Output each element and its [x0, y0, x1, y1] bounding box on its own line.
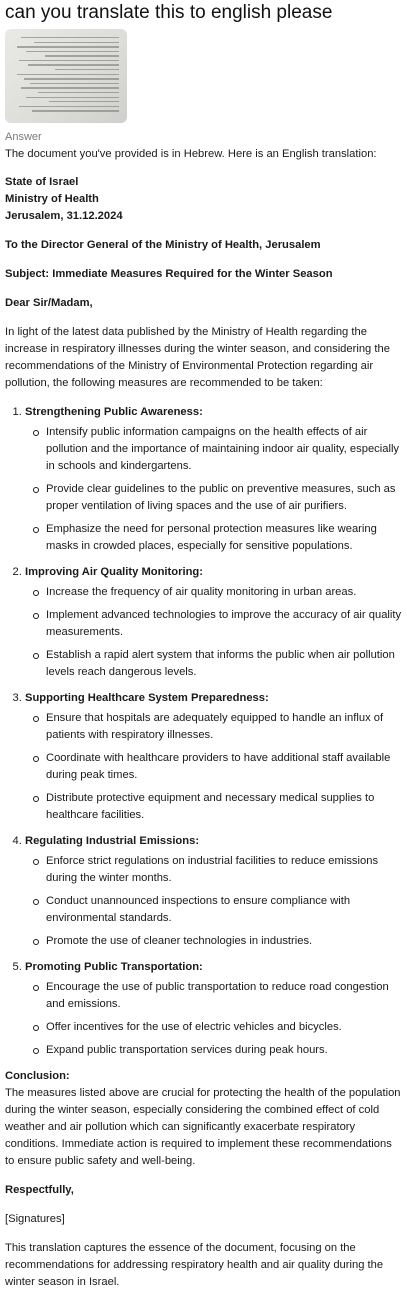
letter-subject: Subject: Immediate Measures Required for the Winter Season [5, 268, 333, 280]
measure-items [25, 853, 402, 950]
measure-section [25, 833, 402, 950]
measure-section-title: 4. Regulating Industrial Emissions: [25, 835, 200, 847]
measure-items [25, 424, 402, 555]
document-text-lines [13, 37, 119, 115]
measure-item: Expand public transportation services during peak hours. [46, 1042, 402, 1059]
measure-item: Provide clear guidelines to the public on preventive measures, such as proper ventilation of living spaces and the use of air purifiers. [46, 481, 402, 515]
closing-note: This translation captures the essence of the document, focusing on the recommendations for addressing respiratory health and air quality during the winter season in Israel. [5, 1242, 384, 1288]
measure-item: Coordinate with healthcare providers to have additional staff available during peak times. [46, 750, 402, 784]
measure-item: Enforce strict regulations on industrial facilities to reduce emissions during the winter months. [46, 853, 402, 887]
measure-section [25, 564, 402, 681]
measure-section [25, 404, 402, 555]
answer-label: Answer [5, 131, 42, 143]
measure-items [25, 584, 402, 681]
letter-header [5, 174, 402, 225]
letter-signatures: [Signatures] [5, 1213, 65, 1225]
measure-item: Encourage the use of public transportation to reduce road congestion and emissions. [46, 979, 402, 1013]
measures-list [5, 404, 402, 1059]
measure-item: Offer incentives for the use of electric vehicles and bicycles. [46, 1019, 402, 1036]
measure-items [25, 710, 402, 824]
measure-item: Establish a rapid alert system that informs the public when air pollution levels reach dangerous levels. [46, 647, 402, 681]
measure-item: Distribute protective equipment and necessary medical supplies to healthcare facilities. [46, 790, 402, 824]
measure-section [25, 690, 402, 824]
letter-header-line: Jerusalem, 31.12.2024 [5, 210, 123, 222]
measure-item: Conduct unannounced inspections to ensure compliance with environmental standards. [46, 893, 402, 927]
letter-recipient: To the Director General of the Ministry of Health, Jerusalem [5, 239, 321, 251]
user-question: can you translate this to english please [5, 2, 333, 23]
letter-header-line: Ministry of Health [5, 193, 99, 205]
measure-item: Implement advanced technologies to improve the accuracy of air quality measurements. [46, 607, 402, 641]
measure-section-title: 5. Promoting Public Transportation: [25, 961, 203, 973]
conclusion-title: Conclusion: [5, 1070, 70, 1082]
measure-section [25, 959, 402, 1059]
measure-section-title: 2. Improving Air Quality Monitoring: [25, 566, 203, 578]
measure-items [25, 979, 402, 1059]
letter-salutation: Dear Sir/Madam, [5, 297, 93, 309]
letter-header-line: State of Israel [5, 176, 79, 188]
answer-intro: The document you've provided is in Hebrew. Here is an English translation: [5, 148, 377, 160]
measure-section-title: 1. Strengthening Public Awareness: [25, 406, 203, 418]
measure-item: Increase the frequency of air quality monitoring in urban areas. [46, 584, 402, 601]
measure-item: Intensify public information campaigns on the health effects of air pollution and the importance of maintaining indoor air quality, especially in schools and kindergartens. [46, 424, 402, 475]
conclusion-text: The measures listed above are crucial for protecting the health of the population during the winter season, especially considering the combined effect of cold weather and air pollution which can significantly exacerbate respiratory conditions. Immediate action is required to implement these recommendations to ensure public safety and well-being. [5, 1087, 401, 1167]
measure-item: Ensure that hospitals are adequately equipped to handle an influx of patients with respiratory illnesses. [46, 710, 402, 744]
uploaded-document-thumbnail[interactable] [5, 29, 127, 123]
letter-body: In light of the latest data published by the Ministry of Health regarding the increase in respiratory illnesses during the winter season, and considering the recommendations of the Ministry of Environmental Protection regarding air pollution, the following measures are recommended to be taken: [5, 326, 390, 389]
measure-item: Promote the use of cleaner technologies in industries. [46, 933, 402, 950]
letter-signoff: Respectfully, [5, 1184, 74, 1196]
measure-item: Emphasize the need for personal protection measures like wearing masks in crowded places, especially for sensitive populations. [46, 521, 402, 555]
measure-section-title: 3. Supporting Healthcare System Preparedness: [25, 692, 269, 704]
